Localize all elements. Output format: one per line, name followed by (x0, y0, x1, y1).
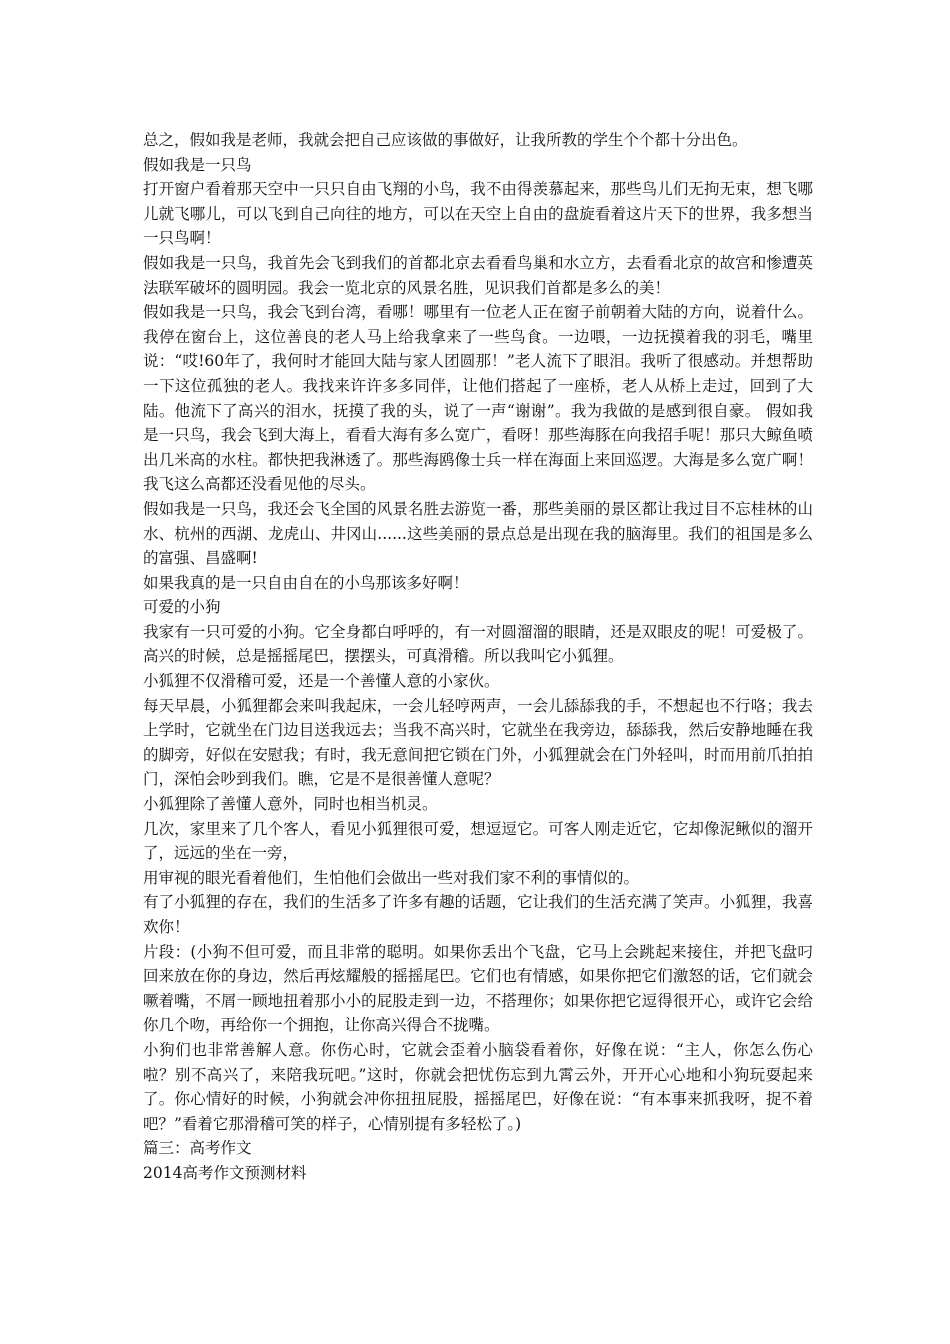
paragraph-bird-taiwan-sea: 假如我是一只鸟，我会飞到台湾，看哪！哪里有一位老人正在窗子前朝着大陆的方向，说着什么。我停在窗台上，这位善良的老人马上给我拿来了一些鸟食。一边喂，一边抚摸着我的羽毛，嘴里说：“哎!60年了，我何时才能回大陆与家人团圆那！”老人流下了眼泪。我听了很感动。并想帮助一下这位孤独的老人。我找来许许多多同伴，让他们搭起了一座桥，老人从桥上走过，回到了大陆。他流下了高兴的泪水，抚摸了我的头，说了一声“谢谢”。我为我做的是感到很自豪。 假如我是一只鸟，我会飞到大海上，看看大海有多么宽广，看呀！那些海豚在向我招手呢！那只大鲸鱼喷出几米高的水柱。都快把我淋透了。那些海鸥像士兵一样在海面上来回巡逻。大海是多么宽广啊！我飞这么高都还没看见他的尽头。 (143, 303, 813, 494)
paragraph-bird-conclusion: 如果我真的是一只自由自在的小鸟那该多好啊！ (143, 573, 469, 592)
paragraph-bird-intro: 打开窗户看着那天空中一只只自由飞翔的小鸟，我不由得羡慕起来，那些鸟儿们无拘无束，想飞哪儿就飞哪儿，可以飞到自己向往的地方，可以在天空上自由的盘旋看着这片天下的世界，我多想当一只鸟啊！ (143, 180, 813, 248)
essay-title-bird: 假如我是一只鸟 (143, 155, 252, 174)
paragraph-conclusion-teacher: 总之，假如我是老师，我就会把自己应该做的事做好，让我所教的学生个个都十分出色。 (143, 131, 748, 149)
paragraph-dog-fragment-cont: 小狗们也非常善解人意。你伤心时，它就会歪着小脑袋看着你，好像在说：“主人，你怎么伤心啦？别不高兴了，来陪我玩吧。”这时，你就会把忧伤忘到九霄云外，开开心心地和小狗玩耍起来了。你心情好的时候，小狗就会冲你扭扭屁股，摇摇尾巴，好像在说：“有本事来抓我呀，捉不着吧？”看着它那滑稽可笑的样子，心情别提有多轻松了。) (143, 1040, 813, 1133)
paragraph-dog-clever: 小狐狸除了善懂人意外，同时也相当机灵。 (143, 795, 438, 814)
paragraph-dog-morning: 每天早晨，小狐狸都会来叫我起床，一会儿轻哼两声，一会儿舔舔我的手，不想起也不行咯；我去上学时，它就坐在门边目送我远去；当我不高兴时，它就坐在我旁边，舔舔我，然后安静地睡在我的脚旁，好似在安慰我；有时，我无意间把它锁在门外，小狐狸就会在门外轻叫，时而用前爪拍拍门，深怕会吵到我们。瞧，它是不是很善懂人意呢？ (143, 696, 813, 789)
paragraph-dog-conclusion: 有了小狐狸的存在，我们的生活多了许多有趣的话题，它让我们的生活充满了笑声。小狐狸，我喜欢你！ (143, 893, 813, 936)
section-heading-part-three: 篇三：高考作文 (143, 1139, 252, 1158)
paragraph-dog-guests: 几次，家里来了几个客人，看见小狐狸很可爱，想逗逗它。可客人刚走近它，它却像泥鳅似的溜开了，远远的坐在一旁， (143, 819, 813, 863)
document-page (143, 128, 813, 1186)
paragraph-dog-fragment: 片段：(小狗不但可爱，而且非常的聪明。如果你丢出个飞盘，它马上会跳起来接住，并把飞盘叼回来放在你的身边，然后再炫耀般的摇摇尾巴。它们也有情感，如果你把它们激怒的话，它们就会噘着嘴，不屑一顾地扭着那小小的屁股走到一边，不搭理你；如果你把它逗得很开心，或许它会给你几个吻，再给你一个拥抱，让你高兴得合不拢嘴。 (143, 942, 813, 1035)
paragraph-bird-scenery: 假如我是一只鸟，我还会飞全国的风景名胜去游览一番，那些美丽的景区都让我过目不忘桂林的山水、杭州的西湖、龙虎山、井冈山......这些美丽的景点总是出现在我的脑海里。我们的祖国是多么的富强、昌盛啊! (143, 499, 813, 568)
essay-title-dog: 可爱的小狗 (143, 598, 221, 617)
paragraph-bird-beijing: 假如我是一只鸟，我首先会飞到我们的首都北京去看看鸟巢和水立方，去看看北京的故宫和惨遭英法联军破坏的圆明园。我会一览北京的风景名胜，见识我们首都是多么的美！ (143, 253, 813, 297)
paragraph-dog-intro: 我家有一只可爱的小狗。它全身都白呼呼的，有一对圆溜溜的眼睛，还是双眼皮的呢！可爱极了。高兴的时候，总是摇摇尾巴，摆摆头，可真滑稽。所以我叫它小狐狸。 (143, 622, 813, 666)
paragraph-dog-guests-cont: 用审视的眼光看着他们，生怕他们会做出一些对我们家不利的事情似的。 (143, 868, 640, 887)
section-subheading-2014: 2014高考作文预测材料 (143, 1163, 307, 1182)
paragraph-dog-understanding: 小狐狸不仅滑稽可爱，还是一个善懂人意的小家伙。 (143, 672, 500, 691)
